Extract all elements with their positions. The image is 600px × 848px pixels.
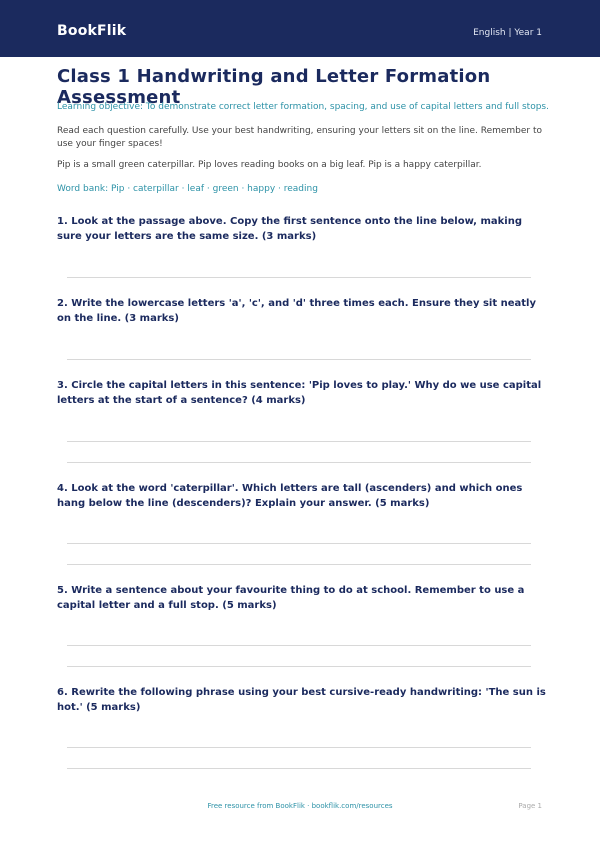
answer-line[interactable] bbox=[67, 543, 531, 544]
answer-line[interactable] bbox=[67, 666, 531, 667]
answer-line[interactable] bbox=[67, 441, 531, 442]
page-number: Page 1 bbox=[518, 802, 542, 810]
question-1: 1. Look at the passage above. Copy the first sentence onto the line below, making sure your letters are the same size. (3 marks) bbox=[57, 216, 522, 242]
answer-line[interactable] bbox=[67, 645, 531, 646]
learning-objective: Learning objective: To demonstrate correct letter formation, spacing, and use of capital letters and full stops. bbox=[57, 102, 549, 112]
question-2: 2. Write the lowercase letters 'a', 'c', and 'd' three times each. Ensure they sit neatly on the line. (3 marks) bbox=[57, 298, 536, 324]
question-6: 6. Rewrite the following phrase using your best cursive-ready handwriting: 'The sun is hot.' (5 marks) bbox=[57, 687, 546, 713]
question-4: 4. Look at the word 'caterpillar'. Which letters are tall (ascenders) and which ones hang below the line (descenders)? Explain your answer. (5 marks) bbox=[57, 483, 523, 509]
question-5: 5. Write a sentence about your favourite thing to do at school. Remember to use a capital letter and a full stop. (5 marks) bbox=[57, 585, 525, 611]
subject-year-label: English | Year 1 bbox=[473, 28, 542, 38]
answer-line[interactable] bbox=[67, 462, 531, 463]
answer-line[interactable] bbox=[67, 359, 531, 360]
answer-line[interactable] bbox=[67, 747, 531, 748]
reading-passage: Pip is a small green caterpillar. Pip loves reading books on a big leaf. Pip is a happy caterpillar. bbox=[57, 160, 482, 170]
question-3: 3. Circle the capital letters in this sentence: 'Pip loves to play.' Why do we use capital letters at the start of a sentence? (4 marks) bbox=[57, 380, 542, 406]
page-title: Class 1 Handwriting and Letter Formation Assessment bbox=[57, 66, 491, 108]
answer-line[interactable] bbox=[67, 768, 531, 769]
instructions: Read each question carefully. Use your best handwriting, ensuring your letters sit on the line. Remember to use your finger spaces! bbox=[57, 126, 543, 149]
answer-line[interactable] bbox=[67, 277, 531, 278]
brand-logo: BookFlik bbox=[57, 23, 127, 39]
answer-line[interactable] bbox=[67, 564, 531, 565]
word-bank: Word bank: Pip · caterpillar · leaf · green · happy · reading bbox=[57, 184, 318, 194]
footer-source: Free resource from BookFlik · bookflik.com/resources bbox=[207, 802, 393, 810]
page-header bbox=[0, 0, 600, 57]
